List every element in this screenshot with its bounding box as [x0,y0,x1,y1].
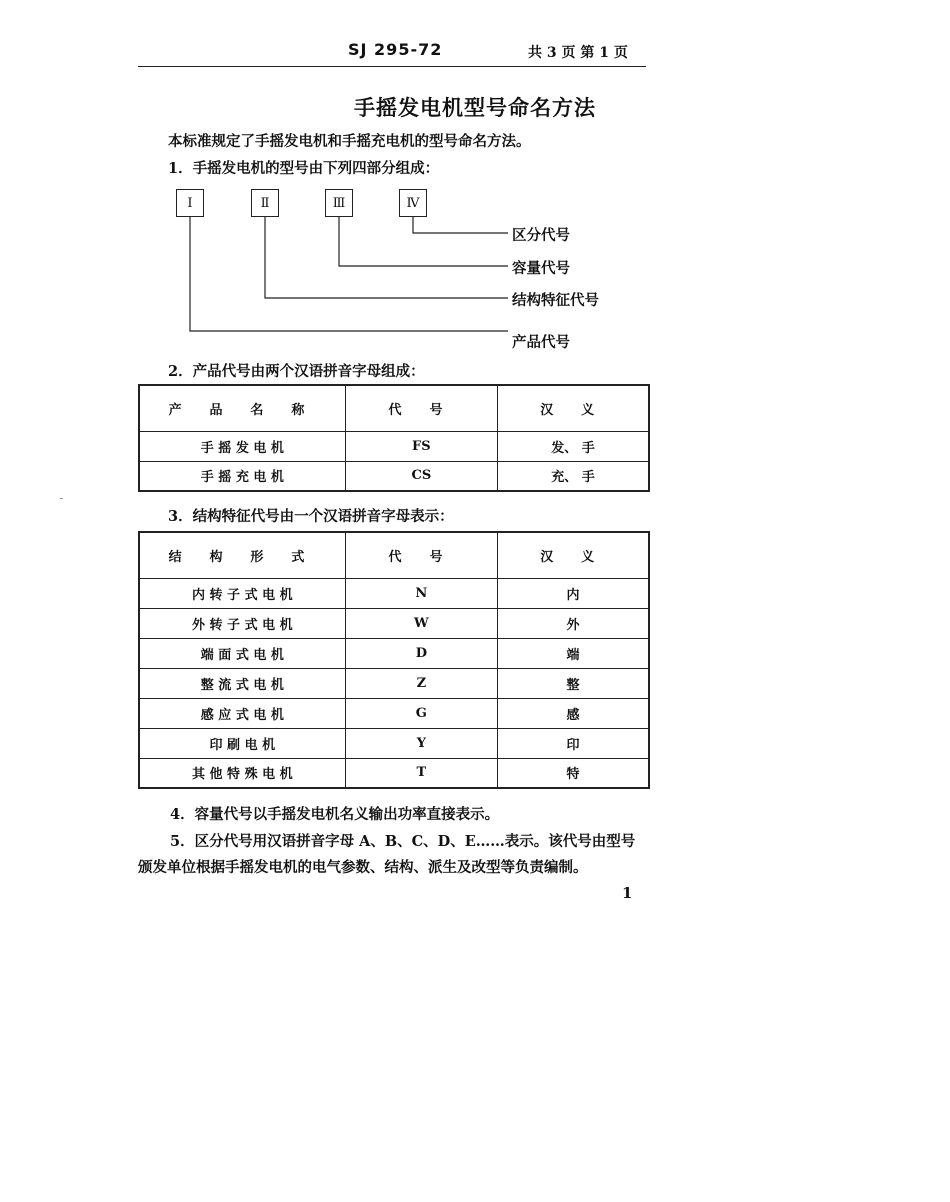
cell-code: FS [345,431,497,461]
cell-meaning: 整 [498,668,649,698]
section-4-text: 4．容量代号以手摇发电机名义输出功率直接表示。 [170,806,500,823]
label-structure-code: 结构特征代号 [512,292,599,309]
cell-form: 整 流 式 电 机 [139,668,345,698]
section-5-line-1: 5．区分代号用汉语拼音字母 A、B、C、D、E……表示。该代号由型号 [170,833,636,850]
document-title: 手摇发电机型号命名方法 [354,96,596,120]
header-structure-form: 结 构 形 式 [139,532,345,578]
label-product-code: 产品代号 [512,334,570,351]
header-meaning: 汉 义 [498,532,649,578]
cell-form: 外 转 子 式 电 机 [139,608,345,638]
cell-code: Z [345,668,497,698]
cell-form: 端 面 式 电 机 [139,638,345,668]
cell-code: Y [345,728,497,758]
table-row [139,431,649,461]
label-capacity-code: 容量代号 [512,260,570,277]
model-structure-diagram [0,0,950,360]
connector-line-1 [190,217,508,331]
intro-paragraph: 本标准规定了手摇发电机和手摇充电机的型号命名方法。 [168,133,531,150]
cell-meaning: 发、 手 [498,431,649,461]
cell-form: 内 转 子 式 电 机 [139,578,345,608]
model-box-3: Ⅲ [325,189,353,217]
cell-code: W [345,608,497,638]
connector-line-3 [339,217,508,266]
table-row [139,698,649,728]
cell-name: 手 摇 充 电 机 [139,461,345,491]
model-box-2: Ⅱ [251,189,279,217]
cell-meaning: 充、 手 [498,461,649,491]
table-row [139,578,649,608]
header-code: 代 号 [345,385,497,431]
cell-code: CS [345,461,497,491]
cell-meaning: 特 [498,758,649,788]
table-row [139,608,649,638]
standard-code: SJ 295-72 [348,40,443,59]
page-count: 共 3 页 第 1 页 [528,45,628,61]
page-number: 1 [622,884,633,902]
connector-line-2 [265,217,508,298]
header-meaning: 汉 义 [498,385,649,431]
table-row [139,728,649,758]
table-header-row [139,385,649,431]
cell-form: 其 他 特 殊 电 机 [139,758,345,788]
section-5-line-2: 颁发单位根据手摇发电机的电气参数、结构、派生及改型等负责编制。 [138,859,588,876]
table-row [139,668,649,698]
product-code-table [138,384,650,492]
cell-meaning: 端 [498,638,649,668]
cell-meaning: 印 [498,728,649,758]
model-box-1: Ⅰ [176,189,204,217]
header-product-name: 产 品 名 称 [139,385,345,431]
cell-code: N [345,578,497,608]
cell-meaning: 内 [498,578,649,608]
cell-meaning: 外 [498,608,649,638]
label-distinguish-code: 区分代号 [512,227,570,244]
cell-form: 感 应 式 电 机 [139,698,345,728]
model-box-4: Ⅳ [399,189,427,217]
table-row [139,758,649,788]
table-header-row [139,532,649,578]
cell-meaning: 感 [498,698,649,728]
cell-form: 印 刷 电 机 [139,728,345,758]
scan-speck [60,498,63,499]
cell-code: G [345,698,497,728]
cell-name: 手 摇 发 电 机 [139,431,345,461]
section-3-text: 3．结构特征代号由一个汉语拼音字母表示： [168,508,454,525]
cell-code: D [345,638,497,668]
section-1-text: 1．手摇发电机的型号由下列四部分组成： [168,160,440,177]
connector-line-4 [413,217,508,233]
cell-code: T [345,758,497,788]
table-row [139,638,649,668]
structure-code-table [138,531,650,789]
header-code: 代 号 [345,532,497,578]
table-row [139,461,649,491]
section-2-text: 2．产品代号由两个汉语拼音字母组成： [168,363,425,380]
